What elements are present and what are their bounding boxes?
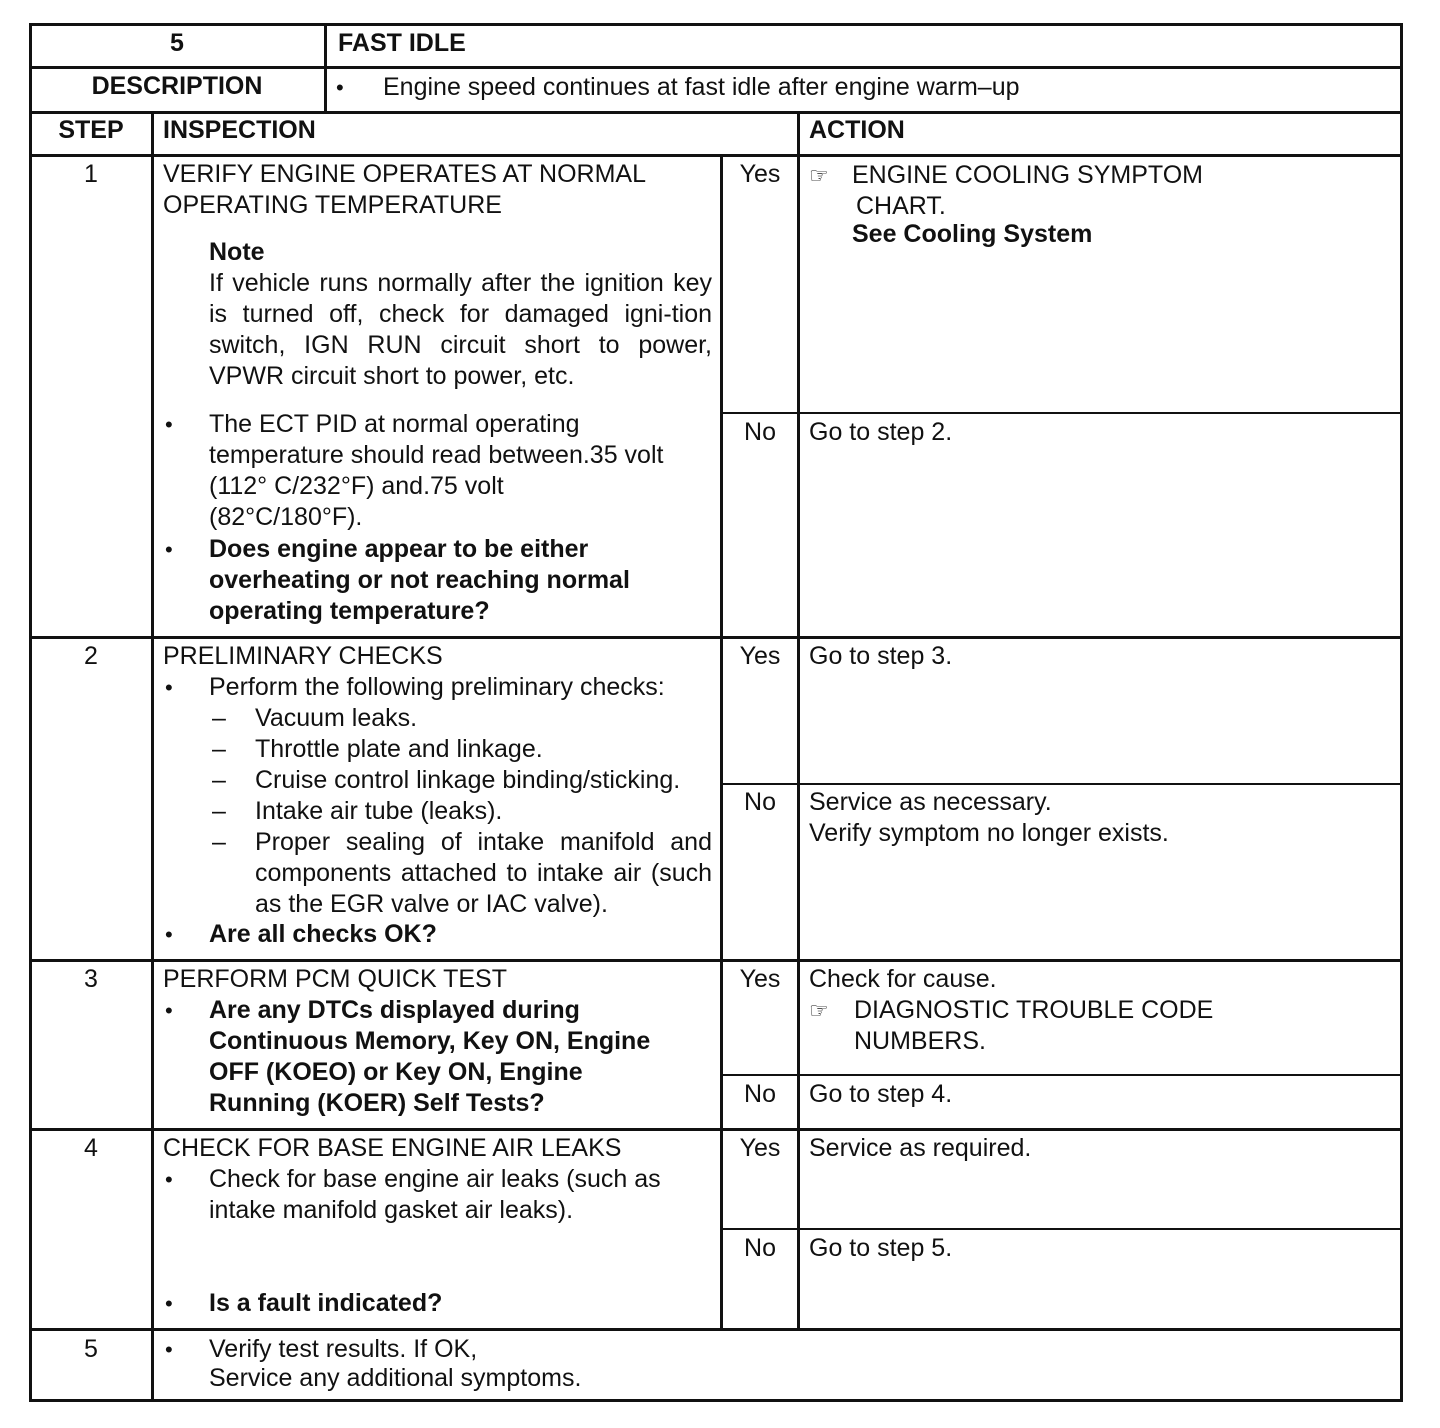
rule-step1-end <box>29 636 1403 639</box>
step-2-check-4: Intake air tube (leaks). <box>255 797 503 825</box>
rule-description <box>29 111 1403 114</box>
step-1-question-line2: overheating or not reaching normal <box>209 566 630 594</box>
step-1-title-line2: OPERATING TEMPERATURE <box>163 191 502 219</box>
step-1-ect-line3: (112° C/232°F) and.75 volt <box>209 472 504 500</box>
rule-columns <box>29 154 1403 157</box>
step-2-no: No <box>744 788 776 816</box>
step-4-yes-action: Service as required. <box>809 1134 1032 1162</box>
step-2-dash-1: – <box>212 704 226 732</box>
step-2-no-action-line2: Verify symptom no longer exists. <box>809 819 1169 847</box>
column-step: STEP <box>58 116 124 144</box>
step-2-dash-5: – <box>212 828 226 856</box>
step-2-dash-3: – <box>212 766 226 794</box>
column-inspection: INSPECTION <box>163 116 316 144</box>
vrule-step <box>151 111 154 1401</box>
step-1-note-label: Note <box>209 238 265 266</box>
step-2-bullet-1: • <box>165 675 173 700</box>
rule-step1-yesno <box>722 412 1403 414</box>
step-1-yes-action-line1: ENGINE COOLING SYMPTOM <box>852 161 1203 189</box>
step-4-no-action: Go to step 5. <box>809 1234 953 1262</box>
step-1-yes-action-line2: CHART. <box>856 192 946 220</box>
rule-step4-yesno <box>722 1228 1403 1230</box>
step-2-question: Are all checks OK? <box>209 920 437 948</box>
step-3-title: PERFORM PCM QUICK TEST <box>163 965 508 993</box>
step-2-dash-4: – <box>212 797 226 825</box>
step-2-no-action-line1: Service as necessary. <box>809 788 1052 816</box>
step-2-check-2: Throttle plate and linkage. <box>255 735 543 763</box>
step-1-bullet-1: • <box>165 412 173 437</box>
rule-step2-end <box>29 959 1403 962</box>
step-2-dash-2: – <box>212 735 226 763</box>
step-1-ect-line2: temperature should read between.35 volt <box>209 441 664 469</box>
step-1-ect-line1: The ECT PID at normal operating <box>209 410 580 438</box>
step-3-question-line4: Running (KOER) Self Tests? <box>209 1089 545 1117</box>
step-3-bullet: • <box>165 998 173 1023</box>
step-2-yes-action: Go to step 3. <box>809 642 953 670</box>
step-4-check-line1: Check for base engine air leaks (such as <box>209 1165 661 1193</box>
step-4-question: Is a fault indicated? <box>209 1289 443 1317</box>
step-3-no: No <box>744 1080 776 1108</box>
step-3-question-line2: Continuous Memory, Key ON, Engine <box>209 1027 651 1055</box>
step-3-question-line3: OFF (KOEO) or Key ON, Engine <box>209 1058 583 1086</box>
step-4-check-line2: intake manifold gasket air leaks). <box>209 1196 574 1224</box>
step-5-number: 5 <box>84 1335 98 1363</box>
step-3-no-action: Go to step 4. <box>809 1080 953 1108</box>
step-1-ect-line4: (82°C/180°F). <box>209 503 363 531</box>
step-3-yes-action: Check for cause. <box>809 965 997 993</box>
step-4-number: 4 <box>84 1134 98 1162</box>
step-2-check-5: Proper sealing of intake manifold and components attached to intake air (such as the EGR valve or IAC valve). <box>255 828 712 918</box>
step-1-number: 1 <box>84 160 98 188</box>
step-1-yes-action-bold: See Cooling System <box>852 220 1093 248</box>
step-2-title: PRELIMINARY CHECKS <box>163 642 443 670</box>
description-text: Engine speed continues at fast idle after engine warm–up <box>383 73 1020 101</box>
step-2-bullet-2: • <box>165 922 173 947</box>
step-3-reference-icon: ☞ <box>809 998 829 1023</box>
step-5-bullet: • <box>165 1337 173 1362</box>
rule-header <box>29 66 1403 69</box>
step-1-no: No <box>744 418 776 446</box>
step-2-yes: Yes <box>739 642 781 670</box>
rule-step4-end <box>29 1328 1403 1331</box>
step-2-number: 2 <box>84 642 98 670</box>
symptom-title: FAST IDLE <box>338 29 466 57</box>
step-1-yes: Yes <box>739 160 781 188</box>
description-label: DESCRIPTION <box>91 72 263 100</box>
step-1-bullet-2: • <box>165 537 173 562</box>
column-action: ACTION <box>809 116 905 144</box>
step-3-reference-line2: NUMBERS. <box>854 1027 986 1055</box>
step-4-bullet-2: • <box>165 1291 173 1316</box>
description-bullet: • <box>336 75 344 100</box>
symptom-number: 5 <box>170 29 184 57</box>
step-3-number: 3 <box>84 965 98 993</box>
step-2-checks-intro: Perform the following preliminary checks: <box>209 673 665 701</box>
step-4-title: CHECK FOR BASE ENGINE AIR LEAKS <box>163 1134 622 1162</box>
step-1-note: If vehicle runs normally after the ignition key is turned off, check for damaged igni-tion switch, IGN RUN circuit short to power, VPWR circuit short to power, etc. <box>209 269 712 390</box>
step-4-yes: Yes <box>739 1134 781 1162</box>
step-3-reference-line1: DIAGNOSTIC TROUBLE CODE <box>854 996 1214 1024</box>
step-2-check-1: Vacuum leaks. <box>255 704 418 732</box>
step-4-no: No <box>744 1234 776 1262</box>
step-4-bullet-1: • <box>165 1167 173 1192</box>
step-3-question-line1: Are any DTCs displayed during <box>209 996 580 1024</box>
step-5-text-line1: Verify test results. If OK, <box>209 1335 478 1363</box>
step-2-check-3: Cruise control linkage binding/sticking. <box>255 766 681 794</box>
step-3-yes: Yes <box>739 965 781 993</box>
step-1-title-line1: VERIFY ENGINE OPERATES AT NORMAL <box>163 160 646 188</box>
step-1-question-line3: operating temperature? <box>209 597 490 625</box>
rule-step3-yesno <box>722 1074 1403 1076</box>
step-5-text-line2: Service any additional symptoms. <box>209 1364 582 1392</box>
step-1-reference-icon: ☞ <box>809 163 829 188</box>
rule-step3-end <box>29 1128 1403 1131</box>
step-1-question-line1: Does engine appear to be either <box>209 535 589 563</box>
step-1-no-action: Go to step 2. <box>809 418 953 446</box>
rule-step2-yesno <box>722 783 1403 785</box>
